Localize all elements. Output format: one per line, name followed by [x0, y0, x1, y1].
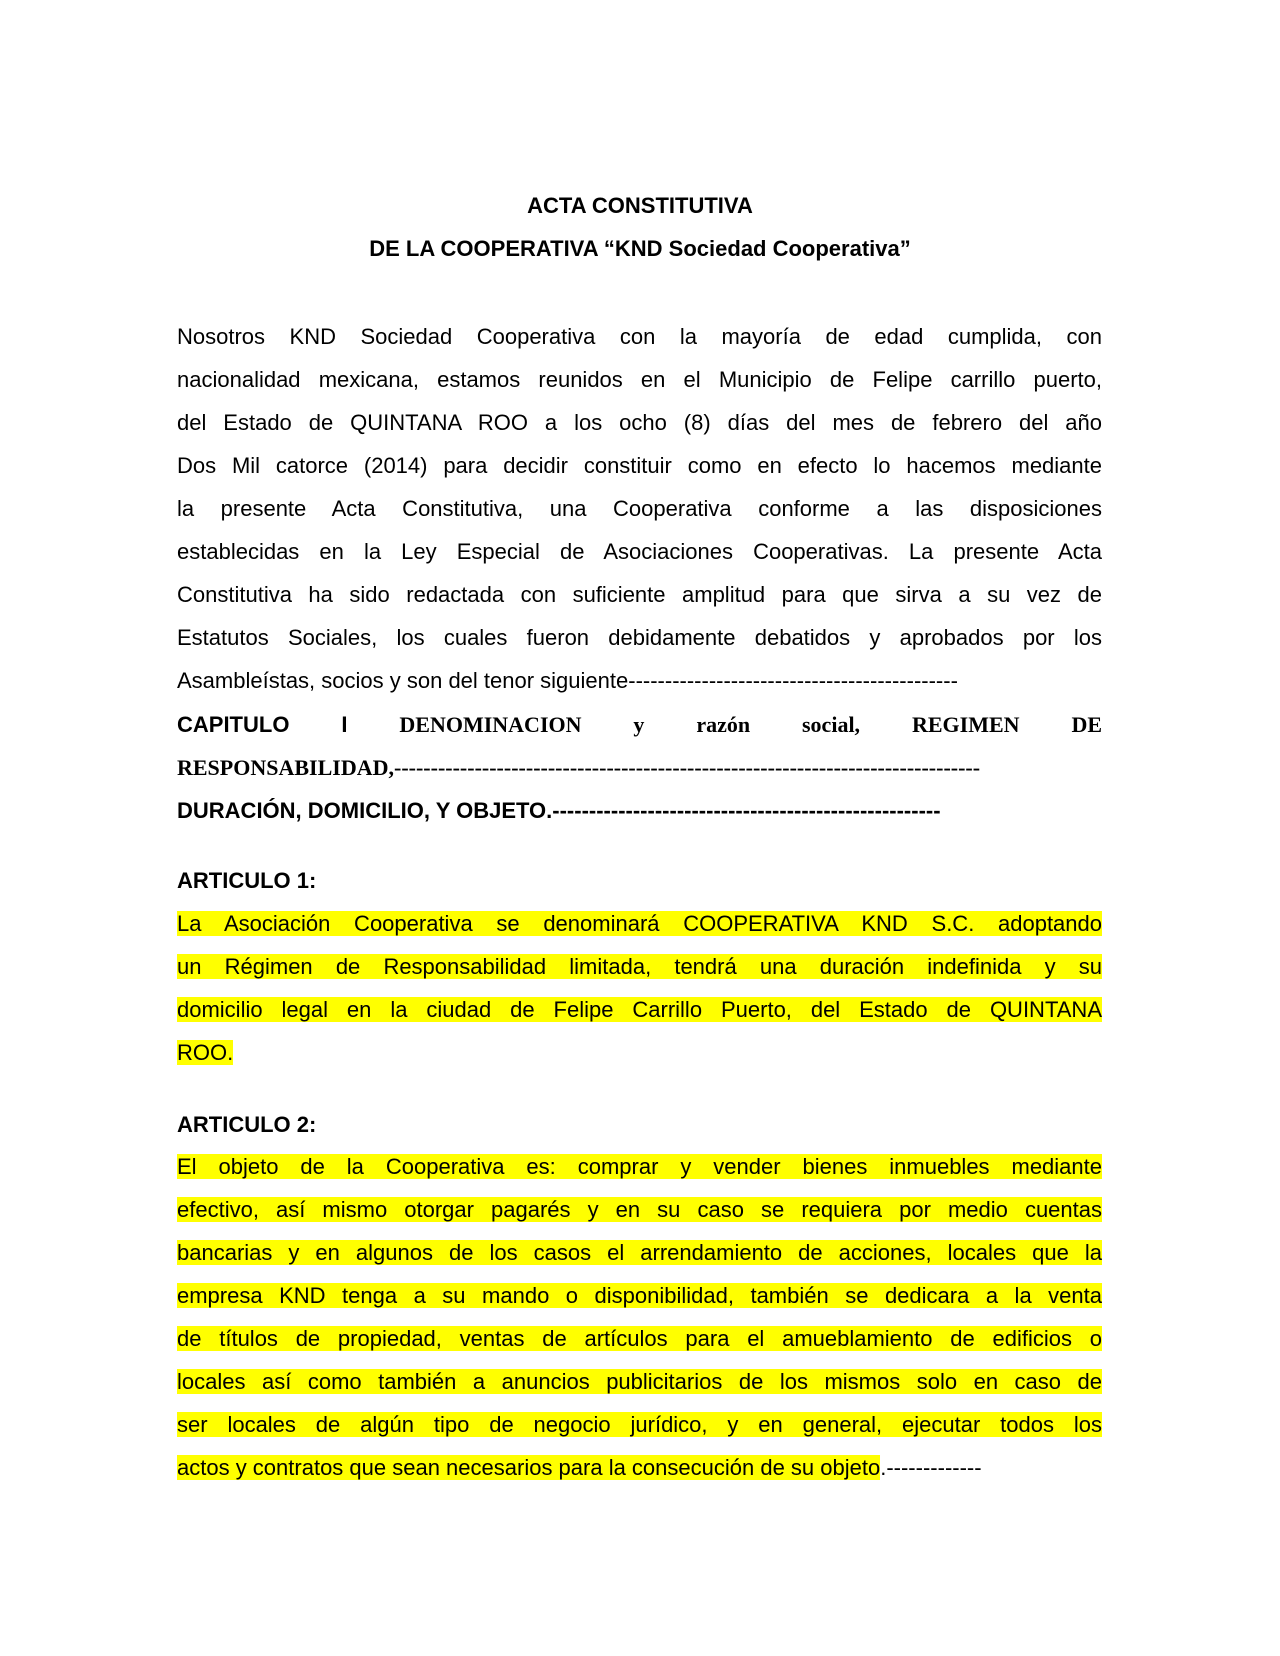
article-1-line: domicilio legal en la ciudad de Felipe Carrillo Puerto, del Estado de QUINTANA — [177, 997, 1102, 1022]
article-2-heading: ARTICULO 2: — [177, 1112, 317, 1137]
article-2-line: actos y contratos que sean necesarios para la consecución de su objeto.------------- — [177, 1455, 982, 1480]
intro-line: del Estado de QUINTANA ROO a los ocho (8) días del mes de febrero del año — [177, 410, 1102, 435]
intro-line: Estatutos Sociales, los cuales fueron debidamente debatidos y aprobados por los — [177, 625, 1102, 650]
article-1-line: ROO. — [177, 1040, 234, 1065]
article-2-trailing-dashes: .------------- — [880, 1455, 982, 1480]
chapter-word: social, — [802, 712, 861, 737]
chapter-heading-line2: RESPONSABILIDAD,-------------------------------------------------------------------------------- — [177, 755, 981, 780]
chapter-word: CAPITULO — [177, 712, 290, 737]
chapter-word: y — [633, 712, 645, 737]
intro-paragraph — [177, 315, 1102, 702]
article-2-line: efectivo, así mismo otorgar pagarés y en su caso se requiera por medio cuentas — [177, 1197, 1102, 1222]
intro-line: la presente Acta Constitutiva, una Cooperativa conforme a las disposiciones — [177, 496, 1102, 521]
article-1-line: La Asociación Cooperativa se denominará COOPERATIVA KND S.C. adoptando — [177, 911, 1102, 936]
intro-line: nacionalidad mexicana, estamos reunidos en el Municipio de Felipe carrillo puerto, — [177, 367, 1102, 392]
article-2-line: El objeto de la Cooperativa es: comprar y vender bienes inmuebles mediante — [177, 1154, 1102, 1179]
chapter-word: REGIMEN — [911, 712, 1020, 737]
intro-line: Asambleístas, socios y son del tenor siguiente--------------------------------------------- — [177, 668, 958, 693]
chapter-word: razón — [696, 712, 751, 737]
article-2-line: de títulos de propiedad, ventas de artículos para el amueblamiento de edificios o — [177, 1326, 1102, 1351]
chapter-heading — [177, 703, 1102, 746]
chapter-word: DE — [1071, 712, 1102, 737]
document-title: ACTA CONSTITUTIVA — [527, 193, 753, 218]
article-2-text — [177, 1145, 1102, 1489]
intro-line: establecidas en la Ley Especial de Asociaciones Cooperativas. La presente Acta — [177, 539, 1102, 564]
article-1-line: un Régimen de Responsabilidad limitada, tendrá una duración indefinida y su — [177, 954, 1102, 979]
article-2-line: bancarias y en algunos de los casos el arrendamiento de acciones, locales que la — [177, 1240, 1102, 1265]
article-2-line: empresa KND tenga a su mando o disponibilidad, también se dedicara a la venta — [177, 1283, 1102, 1308]
chapter-word: I — [341, 712, 348, 737]
intro-line: Dos Mil catorce (2014) para decidir constituir como en efecto lo hacemos mediante — [177, 453, 1102, 478]
chapter-heading-line3: DURACIÓN, DOMICILIO, Y OBJETO.----------------------------------------------------- — [177, 798, 941, 823]
chapter-word: DENOMINACION — [399, 712, 582, 737]
intro-line: Nosotros KND Sociedad Cooperativa con la mayoría de edad cumplida, con — [177, 324, 1102, 349]
document-subtitle: DE LA COOPERATIVA “KND Sociedad Cooperativa” — [369, 236, 911, 261]
article-2-line: ser locales de algún tipo de negocio jurídico, y en general, ejecutar todos los — [177, 1412, 1102, 1437]
article-2-line: locales así como también a anuncios publicitarios de los mismos solo en caso de — [177, 1369, 1102, 1394]
intro-line: Constitutiva ha sido redactada con suficiente amplitud para que sirva a su vez de — [177, 582, 1102, 607]
article-1-heading: ARTICULO 1: — [177, 868, 317, 893]
article-1-text — [177, 902, 1102, 1074]
